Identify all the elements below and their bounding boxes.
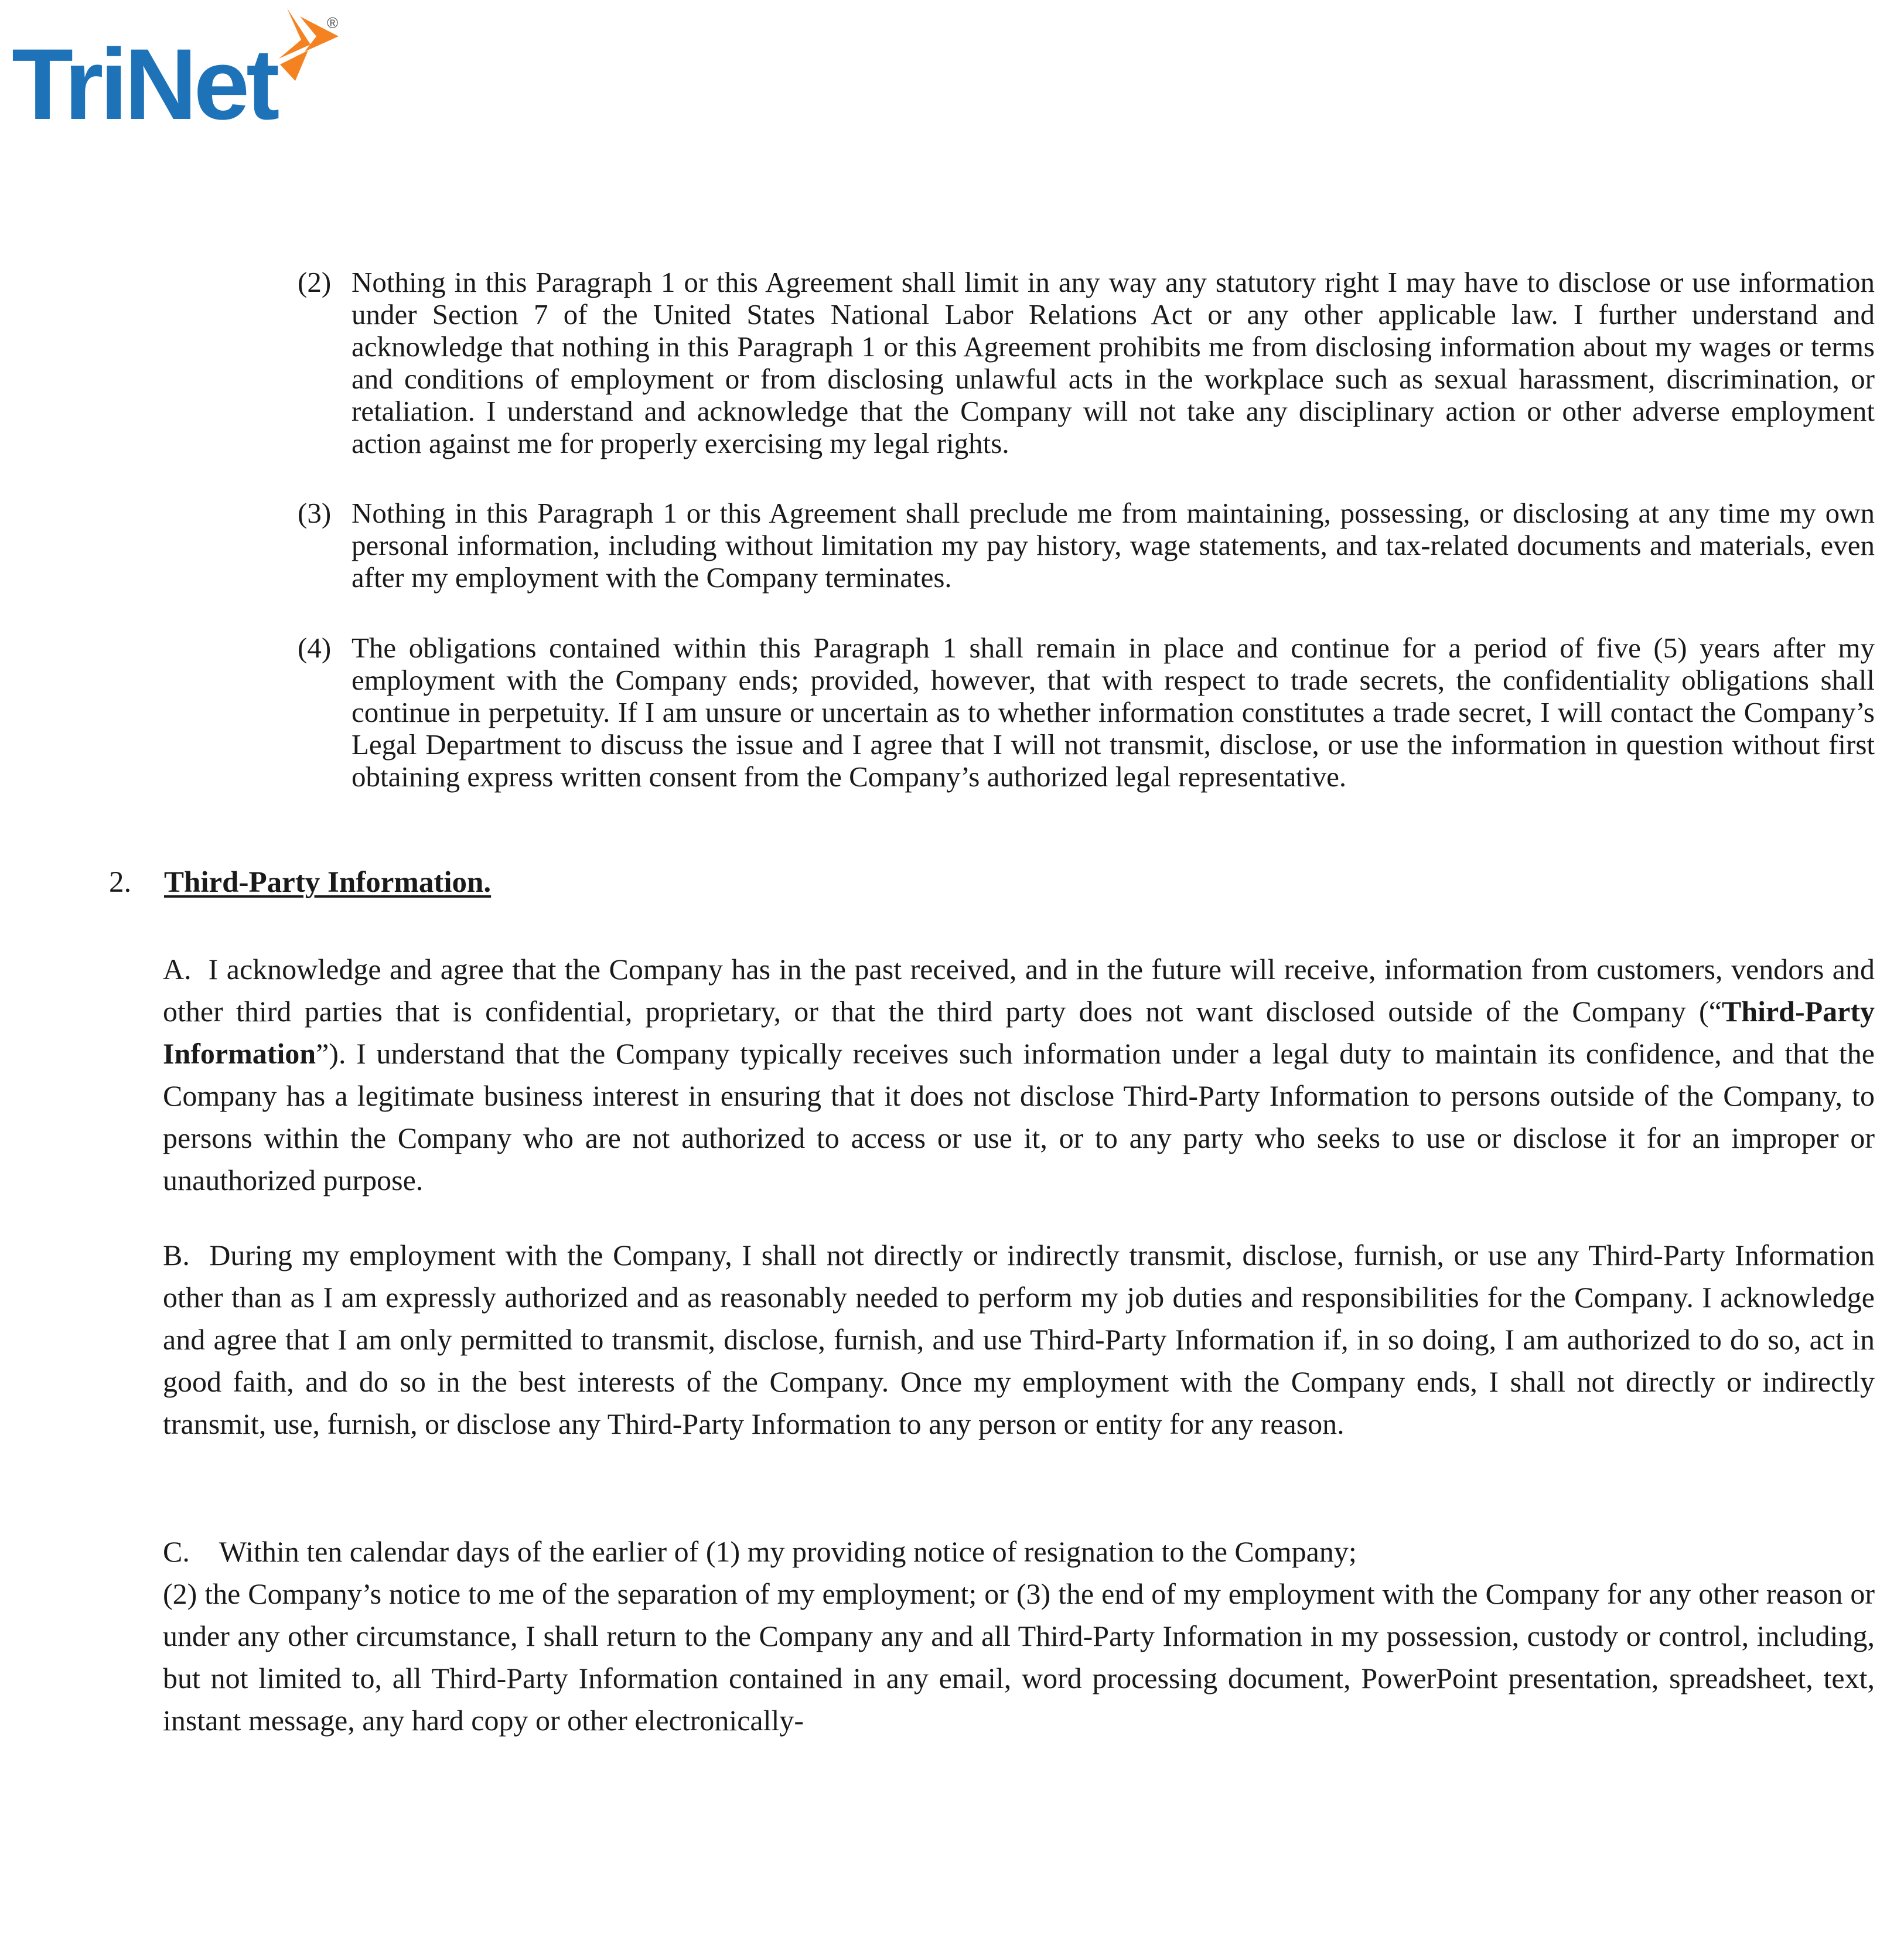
section-number: 2. [109,866,132,899]
paragraph-c-first-line [163,1530,1875,1573]
numbered-item-2 [298,266,1875,459]
numbered-item-3 [298,497,1875,594]
item-number: (2) [298,266,332,298]
paragraph-label: A. [163,953,192,986]
trinet-logo [12,8,340,141]
paragraph-c-continuation [163,1573,1875,1741]
paragraph-label: C. [163,1535,190,1568]
paragraph-label: B. [163,1239,190,1271]
item-text: Nothing in this Paragraph 1 or this Agreement shall limit in any way any statutory right I may have to disclose or use information under Section 7 of the United States National Labor Relations Act or any other applicable law. I further understand and acknowledge that nothing in this Paragraph 1 or this Agreement prohibits me from disclosing information about my wages or terms and conditions of employment or from disclosing unlawful acts in the workplace such as sexual harassment, discrimination, or retaliation. I understand and acknowledge that the Company will not take any disciplinary action or other adverse employment action against me for properly exercising my legal rights. [352,266,1875,459]
numbered-item-4 [298,632,1875,793]
item-number: (4) [298,632,332,664]
paragraph-text: Within ten calendar days of the earlier of (1) my providing notice of resignation to the Company; [219,1535,1357,1568]
registered-mark: ® [327,14,339,32]
arrow-logo-icon [269,8,352,90]
item-number: (3) [298,497,332,529]
section-heading [109,865,491,900]
section-title: Third-Party Information. [164,866,492,899]
item-text: The obligations contained within this Paragraph 1 shall remain in place and continue for a period of five (5) years after my employment with the Company ends; provided, however, that with respect to trade secrets, the confidentiality obligations shall continue in perpetuity. If I am unsure or uncertain as to whether information constitutes a trade secret, I will contact the Company’s Legal Department to discuss the issue and I agree that I will not transmit, disclose, or use the information in question without first obtaining express written consent from the Company’s authorized legal representative. [352,632,1875,793]
defined-term: Third-Party Information [163,995,1875,1070]
paragraph-text: ”). I understand that the Company typically receives such information under a legal duty to maintain its confidence, and that the Company has a legitimate business interest in ensuring that it does not disclose Third-Party Information to persons outside of the Company, to persons within the Company who are not authorized to access or use it, or to any party who seeks to use or disclose it for an improper or unauthorized purpose. [163,1037,1875,1196]
paragraph-text: I acknowledge and agree that the Company has in the past received, and in the future will receive, information from customers, vendors and other third parties that is confidential, proprietary, or that the third party does not want disclosed outside of the Company (“ [163,953,1875,1028]
item-text: Nothing in this Paragraph 1 or this Agreement shall preclude me from maintaining, possessing, or disclosing at any time my own personal information, including without limitation my pay history, wage statements, and tax-related documents and materials, even after my employment with the Company terminates. [352,497,1875,594]
logo-wordmark: TriNet [12,28,277,141]
paragraph-b [163,1234,1875,1445]
paragraph-text: During my employment with the Company, I shall not directly or indirectly transmit, disclose, furnish, or use any Third-Party Information other than as I am expressly authorized and as reasonably needed to perform my job duties and responsibilities for the Company. I acknowledge and agree that I am only permitted to transmit, disclose, furnish, and use Third-Party Information if, in so doing, I am authorized to do so, act in good faith, and do so in the best interests of the Company. Once my employment with the Company ends, I shall not directly or indirectly transmit, use, furnish, or disclose any Third-Party Information to any person or entity for any reason. [163,1239,1875,1440]
paragraph-text: (2) the Company’s notice to me of the separation of my employment; or (3) the end of my employment with the Company for any other reason or under any other circumstance, I shall return to the Company any and all Third-Party Information in my possession, custody or control, including, but not limited to, all Third-Party Information contained in any email, word processing document, PowerPoint presentation, spreadsheet, text, instant message, any hard copy or other electronically- [163,1577,1875,1737]
paragraph-a [163,948,1875,1201]
